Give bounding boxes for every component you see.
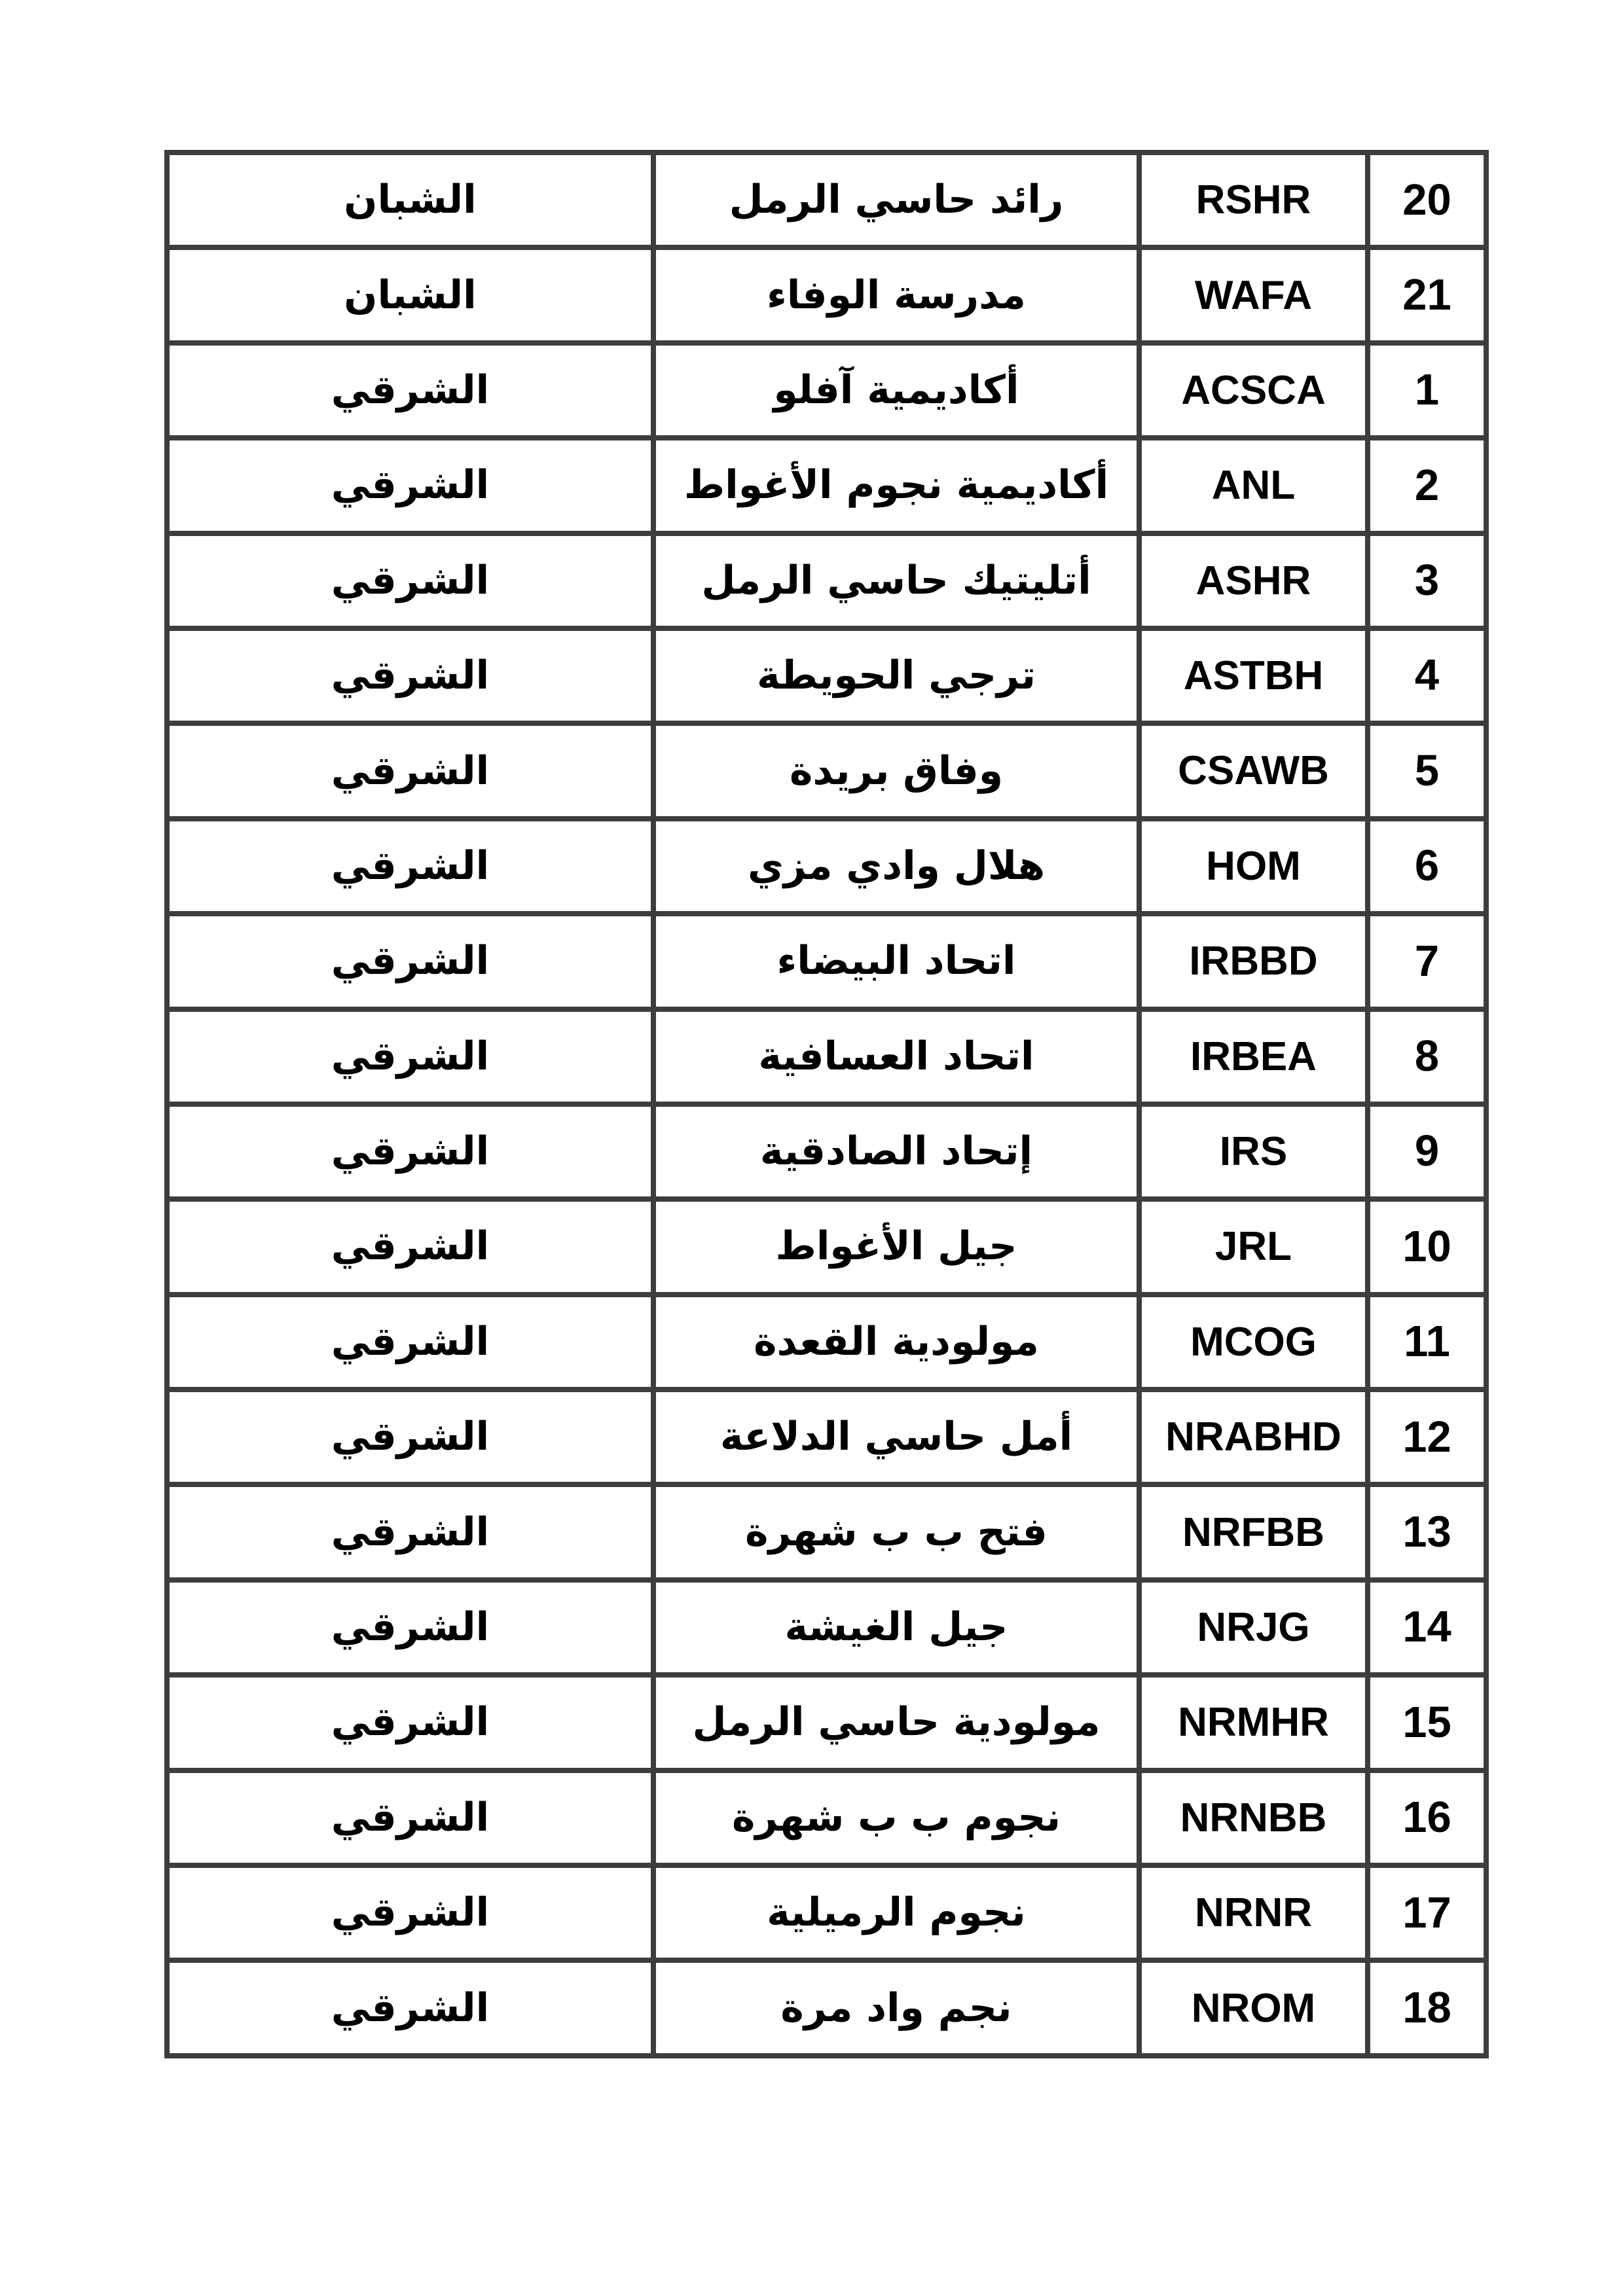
row-number-cell: 21 bbox=[1368, 247, 1486, 342]
club-code-cell: HOM bbox=[1139, 819, 1368, 914]
region-cell: الشرقي bbox=[167, 1960, 653, 2055]
region-cell: الشرقي bbox=[167, 343, 653, 438]
club-name-cell: أكاديمية آفلو bbox=[653, 343, 1139, 438]
club-name-cell: جيل الغيشة bbox=[653, 1580, 1139, 1675]
row-number-cell: 15 bbox=[1368, 1675, 1486, 1770]
region-cell: الشرقي bbox=[167, 1390, 653, 1484]
club-code-cell: NROM bbox=[1139, 1960, 1368, 2055]
region-cell: الشرقي bbox=[167, 438, 653, 533]
row-number-cell: 4 bbox=[1368, 628, 1486, 723]
row-number-cell: 7 bbox=[1368, 914, 1486, 1009]
club-code-cell: ASHR bbox=[1139, 533, 1368, 628]
club-code-cell: ACSCA bbox=[1139, 343, 1368, 438]
table-row bbox=[167, 152, 1486, 247]
row-number-cell: 13 bbox=[1368, 1484, 1486, 1579]
table-row bbox=[167, 819, 1486, 914]
club-name-cell: ترجي الحويطة bbox=[653, 628, 1139, 723]
row-number-cell: 17 bbox=[1368, 1865, 1486, 1960]
club-code-cell: RSHR bbox=[1139, 152, 1368, 247]
table-row bbox=[167, 914, 1486, 1009]
table-row bbox=[167, 628, 1486, 723]
row-number-cell: 6 bbox=[1368, 819, 1486, 914]
clubs-table bbox=[164, 150, 1489, 2058]
club-code-cell: IRS bbox=[1139, 1104, 1368, 1199]
table-row bbox=[167, 1865, 1486, 1960]
row-number-cell: 2 bbox=[1368, 438, 1486, 533]
club-code-cell: MCOG bbox=[1139, 1295, 1368, 1390]
row-number-cell: 8 bbox=[1368, 1009, 1486, 1104]
region-cell: الشرقي bbox=[167, 1580, 653, 1675]
clubs-table-body bbox=[167, 152, 1486, 2056]
club-name-cell: أمل حاسي الدلاعة bbox=[653, 1390, 1139, 1484]
club-name-cell: اتحاد العسافية bbox=[653, 1009, 1139, 1104]
region-cell: الشرقي bbox=[167, 914, 653, 1009]
table-row bbox=[167, 247, 1486, 342]
club-code-cell: IRBBD bbox=[1139, 914, 1368, 1009]
club-name-cell: مولودية القعدة bbox=[653, 1295, 1139, 1390]
region-cell: الشبان bbox=[167, 152, 653, 247]
region-cell: الشرقي bbox=[167, 723, 653, 818]
club-code-cell: NRFBB bbox=[1139, 1484, 1368, 1579]
region-cell: الشرقي bbox=[167, 1295, 653, 1390]
row-number-cell: 14 bbox=[1368, 1580, 1486, 1675]
row-number-cell: 11 bbox=[1368, 1295, 1486, 1390]
club-name-cell: أكاديمية نجوم الأغواط bbox=[653, 438, 1139, 533]
table-row bbox=[167, 1960, 1486, 2055]
club-code-cell: NRJG bbox=[1139, 1580, 1368, 1675]
row-number-cell: 18 bbox=[1368, 1960, 1486, 2055]
table-row bbox=[167, 1295, 1486, 1390]
table-row bbox=[167, 343, 1486, 438]
club-name-cell: اتحاد البيضاء bbox=[653, 914, 1139, 1009]
club-name-cell: رائد حاسي الرمل bbox=[653, 152, 1139, 247]
row-number-cell: 9 bbox=[1368, 1104, 1486, 1199]
club-name-cell: مدرسة الوفاء bbox=[653, 247, 1139, 342]
table-row bbox=[167, 723, 1486, 818]
row-number-cell: 20 bbox=[1368, 152, 1486, 247]
row-number-cell: 10 bbox=[1368, 1199, 1486, 1294]
club-name-cell: مولودية حاسي الرمل bbox=[653, 1675, 1139, 1770]
region-cell: الشرقي bbox=[167, 628, 653, 723]
row-number-cell: 5 bbox=[1368, 723, 1486, 818]
region-cell: الشبان bbox=[167, 247, 653, 342]
club-name-cell: جيل الأغواط bbox=[653, 1199, 1139, 1294]
club-name-cell: نجم واد مرة bbox=[653, 1960, 1139, 2055]
region-cell: الشرقي bbox=[167, 1770, 653, 1865]
club-name-cell: فتح ب ب شهرة bbox=[653, 1484, 1139, 1579]
table-row bbox=[167, 438, 1486, 533]
table-row bbox=[167, 533, 1486, 628]
club-name-cell: نجوم الرميلية bbox=[653, 1865, 1139, 1960]
region-cell: الشرقي bbox=[167, 1865, 653, 1960]
row-number-cell: 16 bbox=[1368, 1770, 1486, 1865]
row-number-cell: 1 bbox=[1368, 343, 1486, 438]
club-code-cell: ASTBH bbox=[1139, 628, 1368, 723]
table-row bbox=[167, 1390, 1486, 1484]
table-row bbox=[167, 1009, 1486, 1104]
table-row bbox=[167, 1484, 1486, 1579]
club-code-cell: JRL bbox=[1139, 1199, 1368, 1294]
table-row bbox=[167, 1199, 1486, 1294]
club-name-cell: أتليتيك حاسي الرمل bbox=[653, 533, 1139, 628]
region-cell: الشرقي bbox=[167, 1104, 653, 1199]
club-code-cell: NRNBB bbox=[1139, 1770, 1368, 1865]
region-cell: الشرقي bbox=[167, 533, 653, 628]
region-cell: الشرقي bbox=[167, 819, 653, 914]
club-name-cell: وفاق بريدة bbox=[653, 723, 1139, 818]
region-cell: الشرقي bbox=[167, 1199, 653, 1294]
club-code-cell: NRNR bbox=[1139, 1865, 1368, 1960]
club-code-cell: CSAWB bbox=[1139, 723, 1368, 818]
table-row bbox=[167, 1770, 1486, 1865]
table-row bbox=[167, 1104, 1486, 1199]
row-number-cell: 12 bbox=[1368, 1390, 1486, 1484]
region-cell: الشرقي bbox=[167, 1675, 653, 1770]
table-row bbox=[167, 1675, 1486, 1770]
club-code-cell: NRABHD bbox=[1139, 1390, 1368, 1484]
club-code-cell: ANL bbox=[1139, 438, 1368, 533]
club-code-cell: NRMHR bbox=[1139, 1675, 1368, 1770]
table-row bbox=[167, 1580, 1486, 1675]
club-name-cell: إتحاد الصادقية bbox=[653, 1104, 1139, 1199]
club-code-cell: WAFA bbox=[1139, 247, 1368, 342]
club-code-cell: IRBEA bbox=[1139, 1009, 1368, 1104]
region-cell: الشرقي bbox=[167, 1009, 653, 1104]
club-name-cell: هلال وادي مزي bbox=[653, 819, 1139, 914]
row-number-cell: 3 bbox=[1368, 533, 1486, 628]
club-name-cell: نجوم ب ب شهرة bbox=[653, 1770, 1139, 1865]
region-cell: الشرقي bbox=[167, 1484, 653, 1579]
